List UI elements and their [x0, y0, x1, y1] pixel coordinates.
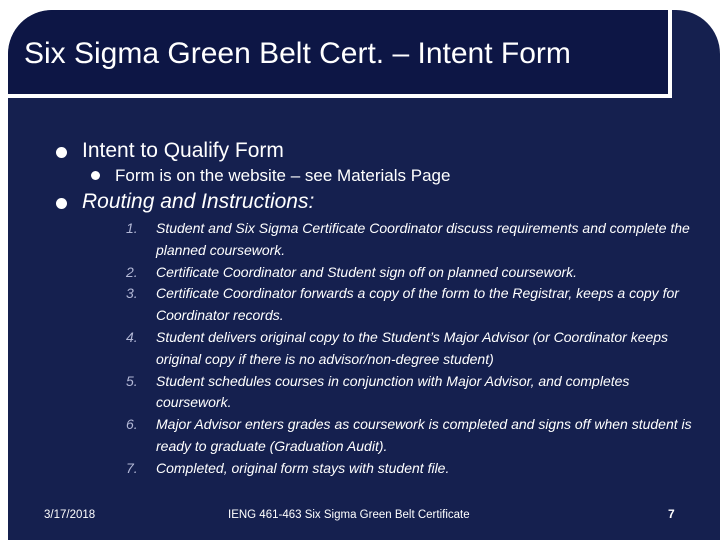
step-number: 6.	[126, 416, 138, 433]
title-bar	[8, 10, 672, 98]
list-item	[126, 327, 706, 371]
list-item	[126, 371, 706, 415]
bullet-label: Intent to Qualify Form	[82, 139, 284, 162]
bullet-dot	[56, 198, 67, 209]
slide-number: 7	[668, 507, 675, 521]
step-text: Student delivers original copy to the Student’s Major Advisor (or Coordinator keeps original copy if there is no advisor/non-degree student)	[156, 328, 669, 367]
step-number: 3.	[126, 285, 138, 302]
step-text: Student schedules courses in conjunction with Major Advisor, and completes coursework.	[156, 372, 630, 411]
list-item	[126, 414, 706, 458]
list-item	[126, 283, 706, 327]
step-number: 2.	[126, 263, 138, 280]
step-text: Completed, original form stays with student file.	[156, 459, 450, 476]
bullet-dot	[56, 147, 67, 158]
list-item	[126, 218, 706, 262]
step-number: 1.	[126, 220, 138, 236]
sub-bullet-label: Form is on the website – see Materials Page	[115, 166, 451, 185]
steps-list	[126, 218, 706, 480]
bullet-dot	[91, 171, 100, 180]
slide-title: Six Sigma Green Belt Cert. – Intent Form	[24, 37, 571, 70]
step-number: 5.	[126, 372, 138, 389]
step-number: 7.	[126, 459, 138, 476]
slide	[8, 10, 720, 540]
list-item	[126, 262, 706, 284]
bullet-label: Routing and Instructions:	[82, 190, 315, 213]
step-text: Student and Six Sigma Certificate Coordinator discuss requirements and complete the planned coursework.	[156, 220, 690, 258]
step-number: 4.	[126, 328, 138, 345]
footer-course-title: IENG 461-463 Six Sigma Green Belt Certificate	[228, 509, 470, 521]
footer-date: 3/17/2018	[44, 509, 96, 521]
step-text: Certificate Coordinator forwards a copy of the form to the Registrar, keeps a copy for Coordinator records.	[156, 285, 679, 324]
list-item	[126, 458, 706, 480]
step-text: Certificate Coordinator and Student sign off on planned coursework.	[156, 263, 578, 280]
step-text: Major Advisor enters grades as coursework is completed and signs off when student is ready to graduate (Graduation Audit).	[156, 416, 692, 454]
